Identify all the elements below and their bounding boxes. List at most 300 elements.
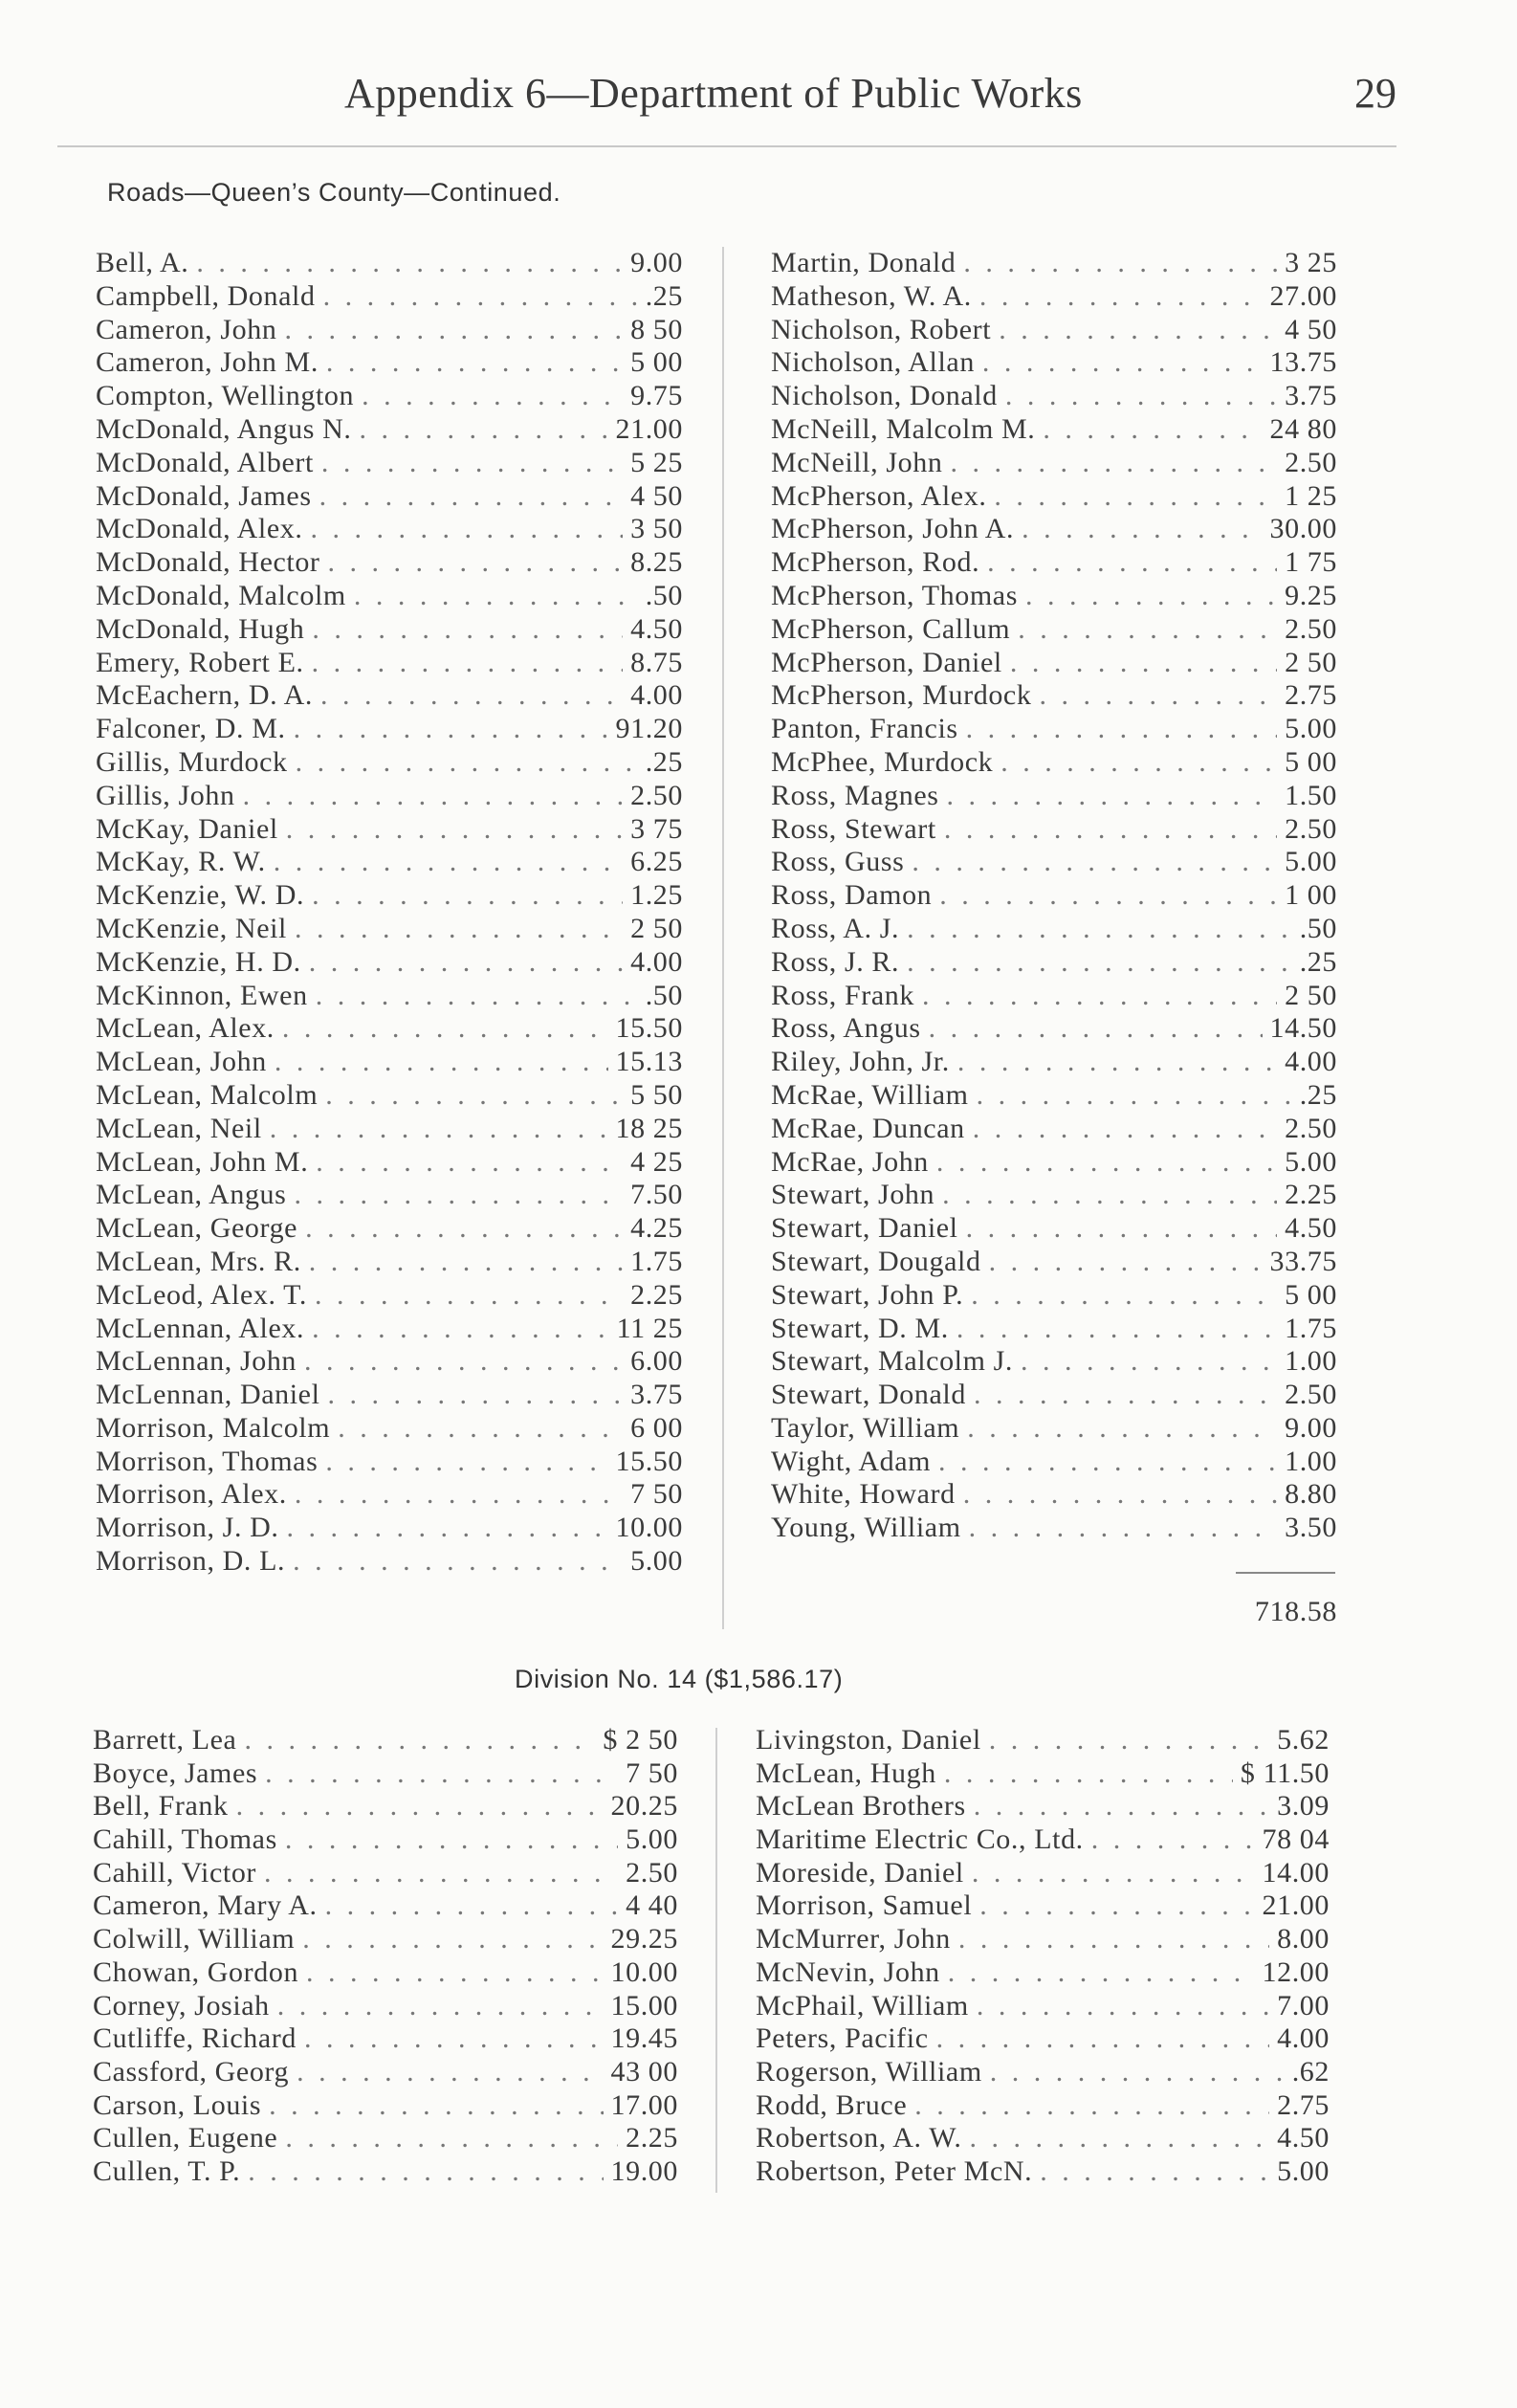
leader-dots — [939, 879, 1277, 913]
list-item — [756, 1823, 1330, 1857]
amount: 10.00 — [615, 1512, 683, 1544]
leader-dots — [1000, 746, 1277, 780]
amount: 8.80 — [1285, 1478, 1337, 1511]
list-item — [96, 1345, 683, 1379]
amount: 43 00 — [610, 2055, 678, 2088]
list-item — [96, 713, 683, 746]
payee-name: Ross, A. J. — [771, 912, 900, 944]
amount: 4 50 — [1285, 313, 1337, 345]
list-item — [771, 1446, 1337, 1479]
payee-name: McLennan, John — [96, 1345, 297, 1378]
leader-dots — [296, 746, 638, 780]
payee-name: McLean, Alex. — [96, 1012, 275, 1045]
payee-name: Nicholson, Donald — [771, 380, 998, 412]
leader-dots — [359, 413, 607, 447]
list-item — [96, 1478, 683, 1512]
list-item — [96, 679, 683, 713]
list-item — [771, 1345, 1337, 1379]
amount: 15.13 — [615, 1046, 683, 1078]
amount: 2 50 — [630, 912, 683, 944]
list-item — [93, 1823, 678, 1857]
amount: 10.00 — [610, 1955, 678, 1988]
list-item — [771, 580, 1337, 613]
amount: 2.50 — [1285, 1112, 1337, 1144]
leader-dots — [282, 1012, 608, 1046]
leader-dots — [967, 1412, 1277, 1446]
list-item — [93, 2122, 678, 2155]
leader-dots — [907, 946, 1292, 980]
payee-name: McPherson, Thomas — [771, 579, 1018, 611]
leader-dots — [309, 946, 623, 980]
list-item — [96, 1313, 683, 1346]
list-item — [771, 280, 1337, 314]
leader-dots — [315, 1279, 623, 1313]
page-number: 29 — [1354, 70, 1396, 117]
payee-name: McPherson, Daniel — [771, 646, 1002, 678]
amount: 2.25 — [626, 2122, 678, 2154]
amount: $ 11.50 — [1240, 1756, 1330, 1789]
list-item — [96, 1412, 683, 1446]
leader-dots — [338, 1412, 623, 1446]
amount: 9.00 — [630, 247, 683, 278]
payee-name: Ross, Magnes — [771, 779, 939, 811]
leader-dots — [354, 580, 638, 613]
payee-name: Stewart, Daniel — [771, 1212, 958, 1245]
amount: 7.50 — [630, 1179, 683, 1211]
amount: 4 50 — [630, 479, 683, 512]
payee-name: Carson, Louis — [93, 2088, 262, 2121]
leader-dots — [310, 513, 623, 546]
list-item — [93, 1857, 678, 1890]
amount: 4.00 — [630, 945, 683, 978]
amount: 24 80 — [1269, 412, 1337, 445]
amount: 2.50 — [1285, 1379, 1337, 1411]
amount: 19.45 — [610, 2022, 678, 2055]
roads-right-column — [771, 247, 1337, 1545]
leader-dots — [244, 1724, 595, 1757]
list-item — [756, 2089, 1330, 2123]
amount: .25 — [645, 745, 683, 778]
amount: 15.00 — [610, 1989, 678, 2021]
leader-dots — [1025, 580, 1277, 613]
leader-dots — [309, 1246, 623, 1279]
amount: 4.00 — [1277, 2022, 1330, 2055]
list-item — [96, 480, 683, 514]
list-item — [771, 679, 1337, 713]
payee-name: McDonald, Albert — [96, 446, 314, 478]
leader-dots — [958, 1923, 1269, 1956]
list-item — [96, 1079, 683, 1113]
payee-name: McNeill, John — [771, 446, 943, 478]
amount: .25 — [1299, 1078, 1337, 1111]
list-item — [96, 1279, 683, 1313]
list-item — [96, 913, 683, 946]
list-item — [771, 1079, 1337, 1113]
payee-name: Young, William — [771, 1512, 961, 1544]
list-item — [96, 280, 683, 314]
amount: 5 00 — [1285, 745, 1337, 778]
payee-name: Panton, Francis — [771, 713, 958, 745]
amount: 5.00 — [1285, 1145, 1337, 1178]
amount: 2 50 — [1285, 979, 1337, 1011]
amount: 4 40 — [626, 1889, 678, 1922]
amount: 5.00 — [1285, 846, 1337, 878]
total-rule — [1236, 1572, 1335, 1574]
list-item — [93, 1757, 678, 1791]
payee-name: Ross, Stewart — [771, 812, 936, 845]
leader-dots — [297, 2056, 603, 2089]
payee-name: McKay, Daniel — [96, 812, 278, 845]
payee-name: Morrison, J. D. — [96, 1512, 279, 1544]
division-title: Division No. 14 ($1,586.17) — [515, 1665, 844, 1693]
leader-dots — [316, 1146, 623, 1180]
amount: 91.20 — [615, 713, 683, 745]
payee-name: Cassford, Georg — [93, 2055, 290, 2088]
amount: 15.50 — [615, 1445, 683, 1477]
list-item — [96, 1113, 683, 1146]
list-item — [771, 1246, 1337, 1279]
leader-dots — [295, 913, 623, 946]
payee-name: McPherson, John A. — [771, 513, 1015, 545]
leader-dots — [294, 1179, 623, 1212]
leader-dots — [963, 1478, 1277, 1512]
amount: 30.00 — [1269, 513, 1337, 545]
list-item — [96, 413, 683, 447]
amount: 9.00 — [1285, 1411, 1337, 1444]
amount: 15.50 — [615, 1012, 683, 1045]
list-item — [93, 1724, 678, 1757]
list-item — [771, 447, 1337, 480]
leader-dots — [274, 846, 623, 879]
list-item — [96, 314, 683, 347]
list-item — [756, 1724, 1330, 1757]
leader-dots — [328, 546, 624, 580]
leader-dots — [922, 980, 1277, 1013]
leader-dots — [196, 247, 623, 280]
amount: .50 — [645, 579, 683, 611]
leader-dots — [987, 546, 1277, 580]
payee-name: McLean, Neil — [96, 1112, 262, 1144]
payee-name: Livingston, Daniel — [756, 1724, 981, 1756]
list-item — [96, 546, 683, 580]
list-item — [96, 846, 683, 879]
leader-dots — [944, 813, 1277, 847]
amount: 2.50 — [1285, 612, 1337, 645]
amount: 8.00 — [1277, 1923, 1330, 1955]
leader-dots — [929, 1012, 1263, 1046]
list-item — [756, 1757, 1330, 1791]
leader-dots — [328, 1379, 624, 1412]
list-item — [96, 879, 683, 913]
list-item — [96, 813, 683, 847]
amount: 4.00 — [630, 679, 683, 712]
payee-name: Gillis, Murdock — [96, 745, 288, 778]
page-title: Appendix 6—Department of Public Works — [344, 70, 1083, 117]
payee-name: Stewart, Malcolm J. — [771, 1345, 1014, 1378]
list-item — [96, 1379, 683, 1412]
amount: 4.50 — [1277, 2122, 1330, 2154]
leader-dots — [989, 1724, 1269, 1757]
amount: 5 50 — [630, 1078, 683, 1111]
payee-name: McLean, George — [96, 1212, 298, 1245]
payee-name: McKay, R. W. — [96, 846, 266, 878]
payee-name: Chowan, Gordon — [93, 1955, 299, 1988]
list-item — [96, 247, 683, 280]
leader-dots — [284, 314, 623, 347]
amount: 4.50 — [630, 612, 683, 645]
list-item — [771, 746, 1337, 780]
payee-name: McKenzie, W. D. — [96, 879, 305, 912]
leader-dots — [1005, 380, 1277, 413]
leader-dots — [948, 1956, 1255, 1990]
leader-dots — [1021, 1345, 1277, 1379]
list-item — [771, 1279, 1337, 1313]
amount: 3.09 — [1277, 1790, 1330, 1823]
amount: .62 — [1291, 2055, 1330, 2088]
amount: 2.50 — [1285, 446, 1337, 478]
list-item — [93, 2155, 678, 2189]
list-item — [93, 2089, 678, 2123]
list-item — [96, 647, 683, 680]
payee-name: Robertson, A. W. — [756, 2122, 962, 2154]
payee-name: Cullen, T. P. — [93, 2154, 241, 2187]
leader-dots — [942, 1179, 1277, 1212]
leader-dots — [236, 1790, 604, 1823]
list-item — [96, 613, 683, 647]
leader-dots — [277, 1990, 604, 2023]
amount: .25 — [645, 279, 683, 312]
payee-name: Campbell, Donald — [96, 279, 316, 312]
amount: 12.00 — [1262, 1955, 1330, 1988]
amount: 21.00 — [615, 412, 683, 445]
payee-name: McKinnon, Ewen — [96, 979, 308, 1011]
list-item — [771, 380, 1337, 413]
list-item — [756, 2056, 1330, 2089]
payee-name: Stewart, John — [771, 1179, 935, 1211]
leader-dots — [969, 2122, 1269, 2155]
payee-name: Ross, J. R. — [771, 945, 900, 978]
payee-name: Morrison, Samuel — [756, 1889, 973, 1922]
list-item — [771, 813, 1337, 847]
amount: 3 75 — [630, 812, 683, 845]
amount: 17.00 — [610, 2088, 678, 2121]
amount: 9.75 — [630, 380, 683, 412]
payee-name: Rodd, Bruce — [756, 2088, 908, 2121]
payee-name: Rogerson, William — [756, 2055, 982, 2088]
list-item — [96, 580, 683, 613]
amount: 11 25 — [616, 1312, 683, 1344]
amount: 2.50 — [630, 779, 683, 811]
leader-dots — [1022, 513, 1262, 546]
payee-name: Peters, Pacific — [756, 2022, 929, 2055]
leader-dots — [264, 1857, 618, 1890]
list-item — [756, 1990, 1330, 2023]
payee-name: Compton, Wellington — [96, 380, 355, 412]
payee-name: McLean, John M. — [96, 1145, 309, 1178]
amount: 3.75 — [630, 1379, 683, 1411]
amount: 8.25 — [630, 546, 683, 579]
list-item — [771, 413, 1337, 447]
leader-dots — [295, 1478, 623, 1512]
leader-dots — [979, 280, 1263, 314]
list-item — [771, 1113, 1337, 1146]
list-item — [96, 1046, 683, 1079]
amount: 5.00 — [626, 1823, 678, 1856]
payee-name: Colwill, William — [93, 1923, 296, 1955]
leader-dots — [312, 879, 623, 913]
payee-name: White, Howard — [771, 1478, 956, 1511]
list-item — [771, 480, 1337, 514]
leader-dots — [316, 980, 638, 1013]
leader-dots — [972, 1857, 1255, 1890]
amount: 4 25 — [630, 1145, 683, 1178]
amount: 5.00 — [1285, 713, 1337, 745]
payee-name: McRae, Duncan — [771, 1112, 965, 1144]
amount: 19.00 — [610, 2154, 678, 2187]
leader-dots — [966, 713, 1277, 746]
leader-dots — [974, 1379, 1277, 1412]
payee-name: McKenzie, H. D. — [96, 945, 301, 978]
roads-left-column — [96, 247, 683, 1579]
list-item — [96, 447, 683, 480]
list-item — [96, 513, 683, 546]
amount: 1 00 — [1285, 879, 1337, 912]
leader-dots — [312, 647, 624, 680]
division-right-column — [756, 1724, 1330, 2189]
amount: .50 — [1299, 912, 1337, 944]
list-item — [96, 346, 683, 380]
amount: 1.00 — [1285, 1345, 1337, 1378]
leader-dots — [912, 846, 1277, 879]
payee-name: McPherson, Alex. — [771, 479, 987, 512]
list-item — [771, 314, 1337, 347]
leader-dots — [907, 913, 1292, 946]
amount: 2.75 — [1285, 679, 1337, 712]
payee-name: McLennan, Daniel — [96, 1379, 320, 1411]
payee-name: McDonald, Malcolm — [96, 579, 346, 611]
leader-dots — [938, 1446, 1277, 1479]
leader-dots — [362, 380, 623, 413]
leader-dots — [248, 2155, 603, 2189]
leader-dots — [270, 1113, 608, 1146]
amount: 1.75 — [1285, 1312, 1337, 1344]
payee-name: McDonald, Alex. — [96, 513, 303, 545]
list-item — [96, 1146, 683, 1180]
list-item — [771, 946, 1337, 980]
amount: 9.25 — [1285, 579, 1337, 611]
payee-name: Cameron, John M. — [96, 346, 319, 379]
payee-name: Nicholson, Robert — [771, 313, 992, 345]
list-item — [96, 1446, 683, 1479]
list-item — [96, 1512, 683, 1545]
leader-dots — [305, 1212, 623, 1246]
list-item — [771, 1179, 1337, 1212]
payee-name: Ross, Guss — [771, 846, 905, 878]
payee-name: Cutliffe, Richard — [93, 2022, 297, 2055]
list-item — [96, 946, 683, 980]
list-item — [96, 1246, 683, 1279]
payee-name: Martin, Donald — [771, 247, 956, 278]
payee-name: Riley, John, Jr. — [771, 1046, 950, 1078]
payee-name: Taylor, William — [771, 1411, 960, 1444]
leader-dots — [982, 346, 1263, 380]
list-item — [96, 980, 683, 1013]
list-item — [93, 1990, 678, 2023]
list-item — [96, 380, 683, 413]
list-item — [756, 2155, 1330, 2189]
payee-name: Morrison, Thomas — [96, 1445, 319, 1477]
leader-dots — [989, 1246, 1263, 1279]
list-item — [756, 2022, 1330, 2056]
amount: 33.75 — [1269, 1245, 1337, 1277]
payee-name: McPherson, Callum — [771, 612, 1011, 645]
leader-dots — [914, 2089, 1269, 2123]
payee-name: McRae, John — [771, 1145, 929, 1178]
payee-name: Nicholson, Allan — [771, 346, 975, 379]
amount: 8.75 — [630, 646, 683, 678]
amount: 5 00 — [1285, 1278, 1337, 1311]
amount: 5.00 — [1277, 2154, 1330, 2187]
leader-dots — [304, 1345, 623, 1379]
list-item — [756, 1790, 1330, 1823]
amount: 20.25 — [610, 1790, 678, 1823]
payee-name: McPhee, Murdock — [771, 745, 994, 778]
amount: 4.25 — [630, 1212, 683, 1245]
payee-name: Ross, Frank — [771, 979, 914, 1011]
leader-dots — [957, 1046, 1277, 1079]
payee-name: Morrison, Malcolm — [96, 1411, 331, 1444]
payee-name: Emery, Robert E. — [96, 646, 304, 678]
list-item — [96, 1545, 683, 1579]
amount: 2.50 — [626, 1856, 678, 1889]
leader-dots — [293, 1545, 623, 1579]
payee-name: Cahill, Thomas — [93, 1823, 277, 1856]
list-item — [771, 1146, 1337, 1180]
list-item — [771, 713, 1337, 746]
payee-name: McLean, Mrs. R. — [96, 1245, 301, 1277]
section-title: Roads—Queen’s County—Continued. — [107, 178, 561, 207]
payee-name: McDonald, Hugh — [96, 612, 305, 645]
leader-dots — [287, 1512, 608, 1545]
payee-name: Robertson, Peter McN. — [756, 2154, 1033, 2187]
payee-name: McDonald, James — [96, 479, 312, 512]
amount: 1.75 — [630, 1245, 683, 1277]
payee-name: McPherson, Murdock — [771, 679, 1032, 712]
amount: 5.00 — [630, 1545, 683, 1578]
amount: 4.50 — [1285, 1212, 1337, 1245]
leader-dots — [319, 480, 623, 514]
leader-dots — [275, 1046, 608, 1079]
payee-name: Cahill, Victor — [93, 1856, 257, 1889]
list-item — [93, 1889, 678, 1923]
list-item — [771, 1046, 1337, 1079]
column-divider — [722, 247, 724, 1629]
list-item — [771, 980, 1337, 1013]
amount: 29.25 — [610, 1923, 678, 1955]
payee-name: McPherson, Rod. — [771, 546, 980, 579]
leader-dots — [966, 1212, 1277, 1246]
list-item — [93, 2022, 678, 2056]
leader-dots — [312, 1313, 609, 1346]
amount: 7 50 — [626, 1756, 678, 1789]
leader-dots — [956, 1313, 1277, 1346]
payee-name: Stewart, Dougald — [771, 1245, 981, 1277]
list-item — [756, 1923, 1330, 1956]
payee-name: Bell, A. — [96, 247, 189, 278]
list-item — [771, 1379, 1337, 1412]
list-item — [771, 913, 1337, 946]
amount: 1.50 — [1285, 779, 1337, 811]
